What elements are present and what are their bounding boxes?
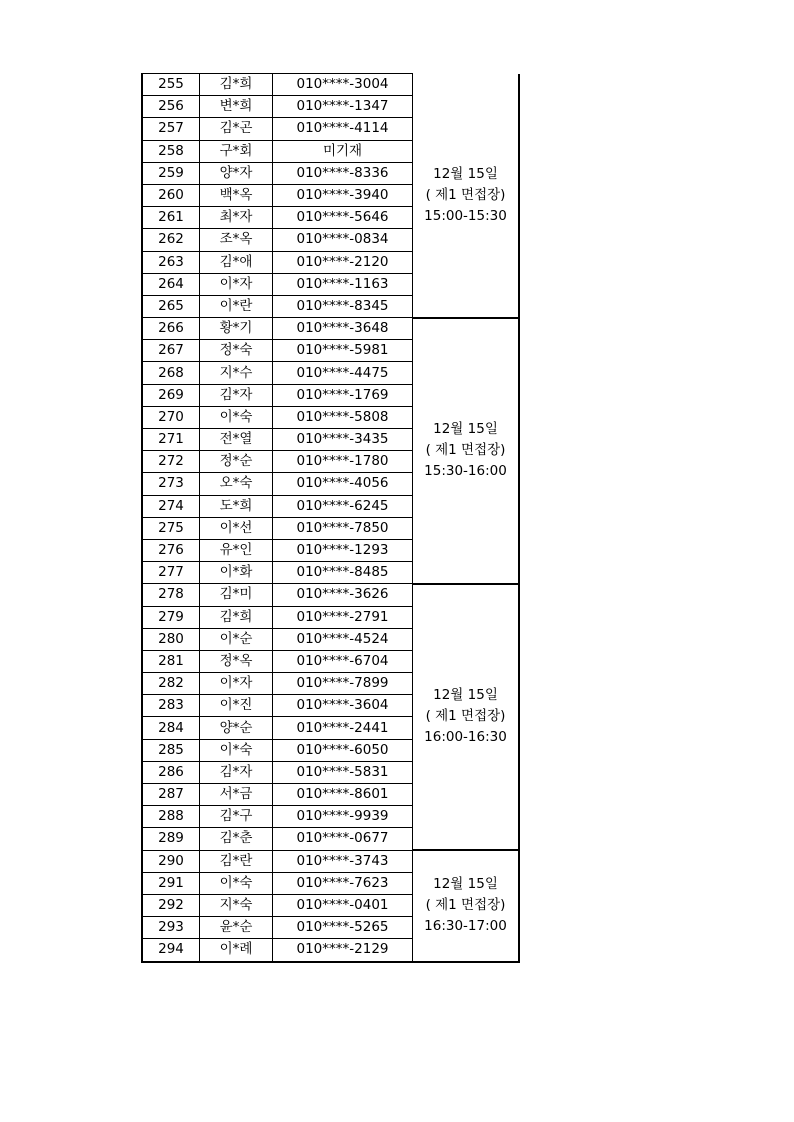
interview-schedule-sheet [141,73,520,963]
applicant-phone: 010****-5265 [273,917,413,939]
applicant-number: 274 [142,495,200,517]
applicant-name: 김*희 [200,606,273,628]
applicant-number: 290 [142,850,200,872]
interview-slot [413,74,520,318]
applicant-phone: 010****-3940 [273,184,413,206]
applicant-name: 이*선 [200,517,273,539]
applicant-number: 255 [142,74,200,96]
applicant-name: 이*숙 [200,872,273,894]
applicant-phone: 010****-5646 [273,207,413,229]
applicant-name: 윤*순 [200,917,273,939]
interview-slot [413,850,520,961]
applicant-number: 265 [142,295,200,317]
applicant-name: 이*자 [200,673,273,695]
applicant-phone: 010****-1293 [273,539,413,561]
applicant-number: 280 [142,628,200,650]
applicant-number: 270 [142,406,200,428]
applicant-number: 266 [142,318,200,340]
applicant-number: 294 [142,939,200,962]
applicant-number: 272 [142,451,200,473]
applicant-name: 지*수 [200,362,273,384]
applicant-phone: 010****-5981 [273,340,413,362]
applicant-number: 293 [142,917,200,939]
applicant-name: 이*란 [200,295,273,317]
applicant-number: 276 [142,539,200,561]
applicant-name: 황*기 [200,318,273,340]
applicant-name: 서*금 [200,784,273,806]
applicant-number: 271 [142,429,200,451]
applicant-number: 256 [142,96,200,118]
applicant-phone: 010****-4056 [273,473,413,495]
table-row [142,318,519,340]
applicant-phone: 010****-8601 [273,784,413,806]
interview-slot [413,584,520,850]
slot-place: ( 제1 면접장) [425,708,506,725]
applicant-number: 282 [142,673,200,695]
applicant-number: 257 [142,118,200,140]
applicant-name: 김*춘 [200,828,273,850]
applicant-name: 이*순 [200,628,273,650]
applicant-phone: 010****-5808 [273,406,413,428]
applicant-name: 양*자 [200,162,273,184]
applicant-phone: 010****-0401 [273,894,413,916]
slot-time: 16:30-17:00 [424,918,507,935]
applicant-phone: 010****-1347 [273,96,413,118]
applicant-number: 279 [142,606,200,628]
applicant-number: 284 [142,717,200,739]
applicant-number: 292 [142,894,200,916]
applicant-number: 263 [142,251,200,273]
applicant-name: 전*열 [200,429,273,451]
applicant-name: 이*숙 [200,406,273,428]
applicant-name: 오*숙 [200,473,273,495]
applicant-number: 261 [142,207,200,229]
slot-date: 12월 15일 [433,165,498,182]
applicant-number: 286 [142,761,200,783]
slot-place: ( 제1 면접장) [425,442,506,459]
applicant-name: 이*화 [200,562,273,584]
applicant-name: 도*희 [200,495,273,517]
applicant-phone: 010****-9939 [273,806,413,828]
applicant-phone: 010****-0834 [273,229,413,251]
applicant-phone: 010****-1769 [273,384,413,406]
applicant-phone: 010****-3435 [273,429,413,451]
applicant-phone: 010****-4114 [273,118,413,140]
applicant-phone: 010****-8345 [273,295,413,317]
applicant-name: 이*자 [200,273,273,295]
applicant-phone: 010****-8485 [273,562,413,584]
applicant-number: 259 [142,162,200,184]
applicant-name: 김*미 [200,584,273,606]
slot-place: ( 제1 면접장) [425,897,506,914]
applicant-number: 267 [142,340,200,362]
slot-date: 12월 15일 [433,421,498,438]
table-row [142,74,519,96]
applicant-phone: 010****-4524 [273,628,413,650]
applicant-name: 조*옥 [200,229,273,251]
applicant-phone: 010****-1780 [273,451,413,473]
applicant-number: 283 [142,695,200,717]
table-row [142,850,519,872]
applicant-name: 이*진 [200,695,273,717]
applicant-phone: 010****-8336 [273,162,413,184]
roster-body [142,74,519,962]
applicant-name: 김*자 [200,761,273,783]
applicant-number: 275 [142,517,200,539]
applicant-name: 김*란 [200,850,273,872]
applicant-phone: 010****-7623 [273,872,413,894]
applicant-phone: 010****-6245 [273,495,413,517]
slot-time: 15:30-16:00 [424,463,507,480]
applicant-name: 정*옥 [200,650,273,672]
applicant-number: 289 [142,828,200,850]
applicant-name: 김*구 [200,806,273,828]
slot-time: 15:00-15:30 [424,207,507,224]
applicant-phone: 010****-3743 [273,850,413,872]
applicant-name: 구*회 [200,140,273,162]
applicant-name: 김*곤 [200,118,273,140]
applicant-number: 285 [142,739,200,761]
applicant-number: 262 [142,229,200,251]
applicant-phone: 010****-2129 [273,939,413,962]
applicant-phone: 010****-0677 [273,828,413,850]
applicant-phone: 010****-5831 [273,761,413,783]
applicant-number: 268 [142,362,200,384]
applicant-name: 백*옥 [200,184,273,206]
applicant-name: 지*숙 [200,894,273,916]
table-row [142,584,519,606]
applicant-name: 최*자 [200,207,273,229]
applicant-number: 273 [142,473,200,495]
applicant-phone: 010****-2791 [273,606,413,628]
applicant-number: 260 [142,184,200,206]
slot-time: 16:00-16:30 [424,729,507,746]
applicant-name: 김*자 [200,384,273,406]
applicant-name: 김*희 [200,74,273,96]
applicant-phone: 010****-7899 [273,673,413,695]
applicant-number: 288 [142,806,200,828]
applicant-name: 이*례 [200,939,273,962]
applicant-name: 변*희 [200,96,273,118]
applicant-phone: 010****-2441 [273,717,413,739]
applicant-phone: 010****-3604 [273,695,413,717]
applicant-name: 이*숙 [200,739,273,761]
applicant-number: 277 [142,562,200,584]
applicant-number: 291 [142,872,200,894]
applicant-phone: 010****-4475 [273,362,413,384]
applicant-phone: 010****-6704 [273,650,413,672]
applicant-name: 김*애 [200,251,273,273]
applicant-name: 정*숙 [200,340,273,362]
slot-place: ( 제1 면접장) [425,186,506,203]
slot-date: 12월 15일 [433,876,498,893]
applicant-number: 269 [142,384,200,406]
applicant-number: 281 [142,650,200,672]
applicant-number: 287 [142,784,200,806]
applicant-phone: 010****-7850 [273,517,413,539]
applicant-name: 정*순 [200,451,273,473]
applicant-phone: 010****-2120 [273,251,413,273]
applicant-phone: 010****-6050 [273,739,413,761]
applicant-name: 양*순 [200,717,273,739]
applicant-number: 264 [142,273,200,295]
interview-roster-table [141,73,520,963]
applicant-name: 유*인 [200,539,273,561]
slot-date: 12월 15일 [433,687,498,704]
applicant-phone: 010****-3004 [273,74,413,96]
applicant-phone: 010****-3626 [273,584,413,606]
applicant-phone: 010****-1163 [273,273,413,295]
applicant-phone: 010****-3648 [273,318,413,340]
applicant-phone: 미기재 [273,140,413,162]
interview-slot [413,318,520,584]
applicant-number: 278 [142,584,200,606]
applicant-number: 258 [142,140,200,162]
